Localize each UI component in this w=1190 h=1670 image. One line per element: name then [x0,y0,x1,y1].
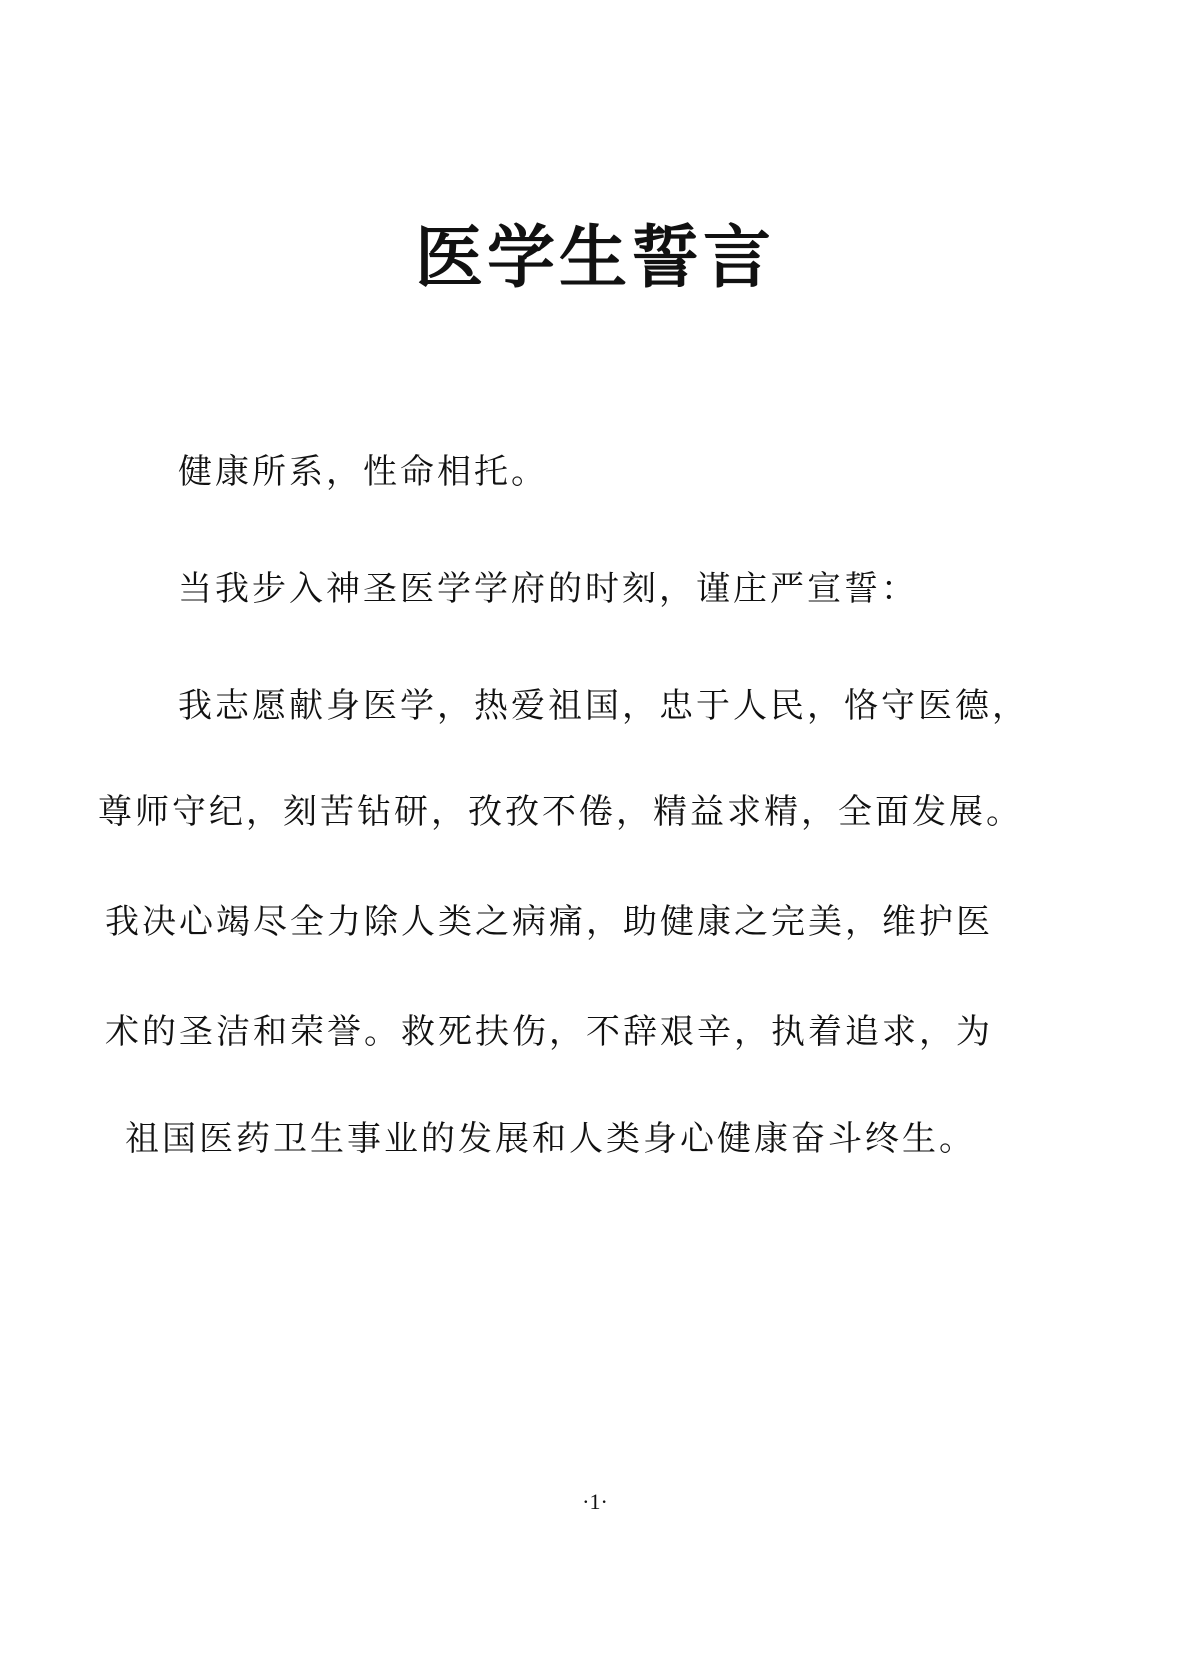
oath-line-2: 当我步入神圣医学学府的时刻，谨庄严宣誓： [178,569,918,609]
document-title: 医学生誓言 [414,218,775,298]
page-number: ·1· [582,1489,608,1514]
oath-line-5: 我决心竭尽全力除人类之病痛，助健康之完美，维护医 [105,902,993,942]
oath-line-4: 尊师守纪，刻苦钻研，孜孜不倦，精益求精，全面发展。 [98,792,1023,832]
oath-line-7: 祖国医药卫生事业的发展和人类身心健康奋斗终生。 [125,1119,976,1159]
oath-line-6: 术的圣洁和荣誉。救死扶伤，不辞艰辛，执着追求，为 [105,1012,993,1052]
oath-line-3: 我志愿献身医学，热爱祖国，忠于人民，恪守医德， [178,686,1029,726]
oath-line-1: 健康所系，性命相托。 [178,452,548,492]
